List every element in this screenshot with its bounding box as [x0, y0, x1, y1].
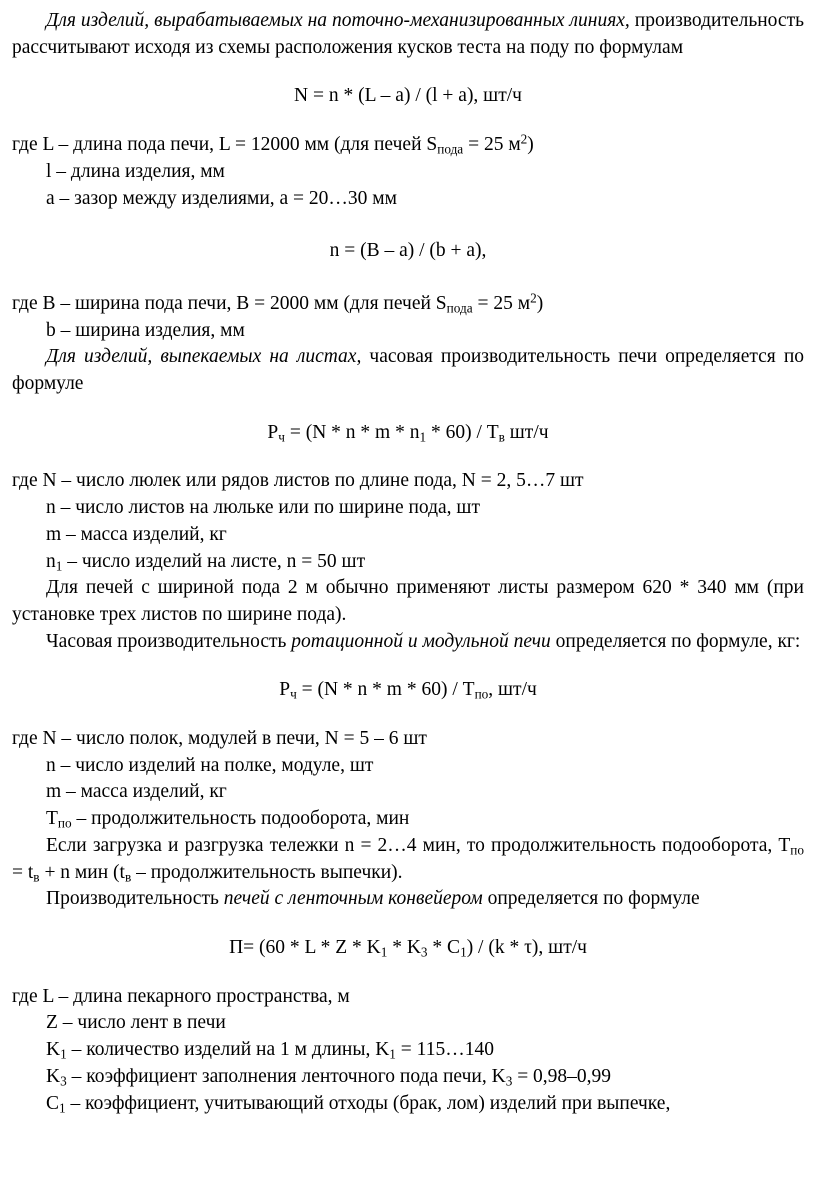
legend-4-line-4-sub: по: [57, 815, 72, 831]
formula-1: N = n * (L – a) / (l + a), шт/ч: [294, 85, 522, 107]
legend-4-line-5-sub2: в: [33, 869, 40, 885]
legend-5-line-4-sub: 3: [60, 1073, 67, 1089]
legend-1-line-1-a: где L – длина пода печи, L = 12000 мм (для печей S: [12, 134, 438, 156]
formula-4: [12, 677, 804, 704]
paragraph-intro-rest: производительность рассчитывают исходя из схемы расположения кусков теста на поду по формулам: [12, 10, 804, 58]
formula-4-p-sub: ч: [290, 687, 297, 703]
legend-4-line-1: где N – число полок, модулей в печи, N = 5 – 6 шт: [12, 728, 427, 750]
legend-3-line-1: где N – число люлек или рядов листов по длине пода, N = 2, 5…7 шт: [12, 470, 584, 492]
legend-1-line-1-b: = 25 м: [463, 134, 521, 156]
legend-2-line-1-b: = 25 м: [472, 292, 531, 314]
formula-4-body: = (N * n * m * 60) / T: [296, 679, 475, 701]
legend-5-line-5-b: – коэффициент, учитывающий отходы (брак, лом) изделий при выпечке,: [65, 1092, 671, 1114]
legend-4-line-5-c: + n мин (t: [39, 861, 125, 883]
legend-4-line-5-b: = t: [12, 861, 34, 883]
legend-5-line-5-a: C: [46, 1092, 60, 1114]
legend-3-line-4-b: – число изделий на листе, n = 50 шт: [62, 550, 366, 572]
legend-4-line-4-b: – продолжительность подооборота, мин: [71, 808, 410, 830]
formula-3-tail: * 60) / T: [426, 421, 499, 443]
formula-3-n1-sub: 1: [419, 429, 427, 445]
legend-1-line-1-sup: 2: [520, 131, 528, 147]
legend-2-line-2: b – ширина изделия, мм: [46, 319, 245, 341]
legend-3-line-3: m – масса изделий, кг: [46, 523, 227, 545]
formula-3-units: шт/ч: [504, 421, 549, 443]
formula-3-p-sub: ч: [278, 429, 285, 445]
legend-1-line-3: a – зазор между изделиями, a = 20…30 мм: [46, 187, 397, 209]
formula-5-k3-sub: 3: [420, 944, 428, 960]
paragraph-rotational-after: определяется по формуле, кг:: [550, 630, 801, 652]
legend-5-line-5: [12, 1091, 804, 1118]
formula-5-tail: ) / (k * τ), шт/ч: [466, 936, 587, 958]
legend-5-line-5-sub: 1: [59, 1100, 66, 1116]
formula-3: [12, 420, 804, 447]
legend-4-line-5-sub3: в: [124, 869, 132, 885]
paragraph-conveyor-before: Производительность: [46, 888, 224, 910]
paragraph-conveyor: [12, 886, 804, 913]
formula-3-t-sub: в: [498, 429, 505, 445]
legend-4-line-5-sub1: по: [790, 842, 804, 858]
paragraph-conveyor-italic: печей с ленточным конвейером: [223, 888, 483, 910]
legend-4-line-4-a: T: [46, 808, 58, 830]
legend-4-line-2: n – число изделий на полке, модуле, шт: [46, 754, 374, 776]
formula-5-c1-sub: 1: [460, 944, 467, 960]
legend-3-line-2: n – число листов на люльке или по ширине пода, шт: [46, 497, 480, 519]
paragraph-sheets: [12, 344, 804, 397]
paragraph-intro: [12, 8, 804, 61]
legend-3-line-4: [12, 549, 804, 576]
legend-2-line-1-sup: 2: [530, 290, 537, 306]
legend-1-line-2: l – длина изделия, мм: [46, 160, 225, 182]
legend-3-line-4-a: n: [46, 550, 56, 572]
legend-4-line-5-a: Если загрузка и разгрузка тележки n = 2…4 мин, то продолжительность подооборота, T: [46, 834, 791, 856]
paragraph-sheets-rest: часовая производительность печи определяется по формуле: [12, 346, 805, 395]
paragraph-sheets-lead: Для изделий, выпекаемых на листах,: [46, 346, 362, 368]
legend-5-line-3-sub2: 1: [389, 1046, 396, 1062]
legend-5-line-3-c: = 115…140: [395, 1039, 494, 1061]
legend-3-line-4-sub: 1: [55, 558, 63, 574]
legend-3-line-5: Для печей с шириной пода 2 м обычно применяют листы размером 620 * 340 мм (при установке трех листов по ширине пода).: [12, 577, 804, 625]
paragraph-rotational: [12, 629, 804, 656]
legend-1-line-1-sub: пода: [437, 141, 464, 157]
legend-4-line-5-d: – продолжительность выпечки).: [131, 861, 403, 883]
paragraph-rotational-italic: ротационной и модульной печи: [291, 630, 551, 652]
formula-5-k1-sub: 1: [380, 944, 388, 960]
formula-5-head: П= (60 * L * Z * K: [229, 936, 381, 958]
legend-5-line-4: [12, 1064, 804, 1091]
formula-3-body: = (N * n * m * n: [284, 421, 420, 443]
legend-4-line-5: [12, 833, 804, 886]
legend-4-line-4: [12, 806, 804, 833]
formula-5-mid2: * C: [427, 936, 461, 958]
legend-1-line-1: [12, 132, 804, 159]
paragraph-conveyor-after: определяется по формуле: [482, 888, 700, 910]
legend-5-line-3-sub: 1: [60, 1046, 67, 1062]
legend-2-line-1-c: ): [536, 292, 544, 314]
formula-4-t-sub: по: [474, 687, 489, 703]
formula-2: n = (B – a) / (b + a),: [329, 240, 487, 262]
legend-5-line-1: где L – длина пекарного пространства, м: [12, 985, 350, 1007]
formula-4-p: P: [279, 679, 291, 701]
legend-5-line-2: Z – число лент в печи: [46, 1012, 226, 1034]
legend-5-line-4-sub2: 3: [505, 1073, 513, 1089]
paragraph-rotational-before: Часовая производительность: [46, 630, 292, 652]
paragraph-intro-lead: Для изделий, вырабатываемых на поточно-механизированных линиях,: [46, 10, 630, 31]
legend-5-line-3-a: K: [46, 1039, 61, 1061]
legend-2-line-1: [12, 291, 804, 318]
legend-1-line-1-c: ): [527, 134, 534, 156]
legend-4-line-3: m – масса изделий, кг: [46, 781, 227, 803]
legend-5-line-3: [12, 1037, 804, 1064]
formula-5-mid: * K: [387, 936, 421, 958]
formula-4-units: , шт/ч: [488, 679, 537, 701]
formula-5: [12, 935, 804, 962]
legend-2-line-1-a: где B – ширина пода печи, B = 2000 мм (для печей S: [12, 292, 447, 314]
legend-5-line-4-a: K: [46, 1065, 61, 1087]
legend-5-line-4-b: – коэффициент заполнения ленточного пода печи, K: [66, 1065, 506, 1087]
legend-5-line-3-b: – количество изделий на 1 м длины, K: [66, 1039, 390, 1061]
legend-2-line-1-sub: пода: [446, 300, 473, 316]
formula-3-p: P: [267, 421, 279, 443]
legend-5-line-4-c: = 0,98–0,99: [512, 1065, 612, 1087]
